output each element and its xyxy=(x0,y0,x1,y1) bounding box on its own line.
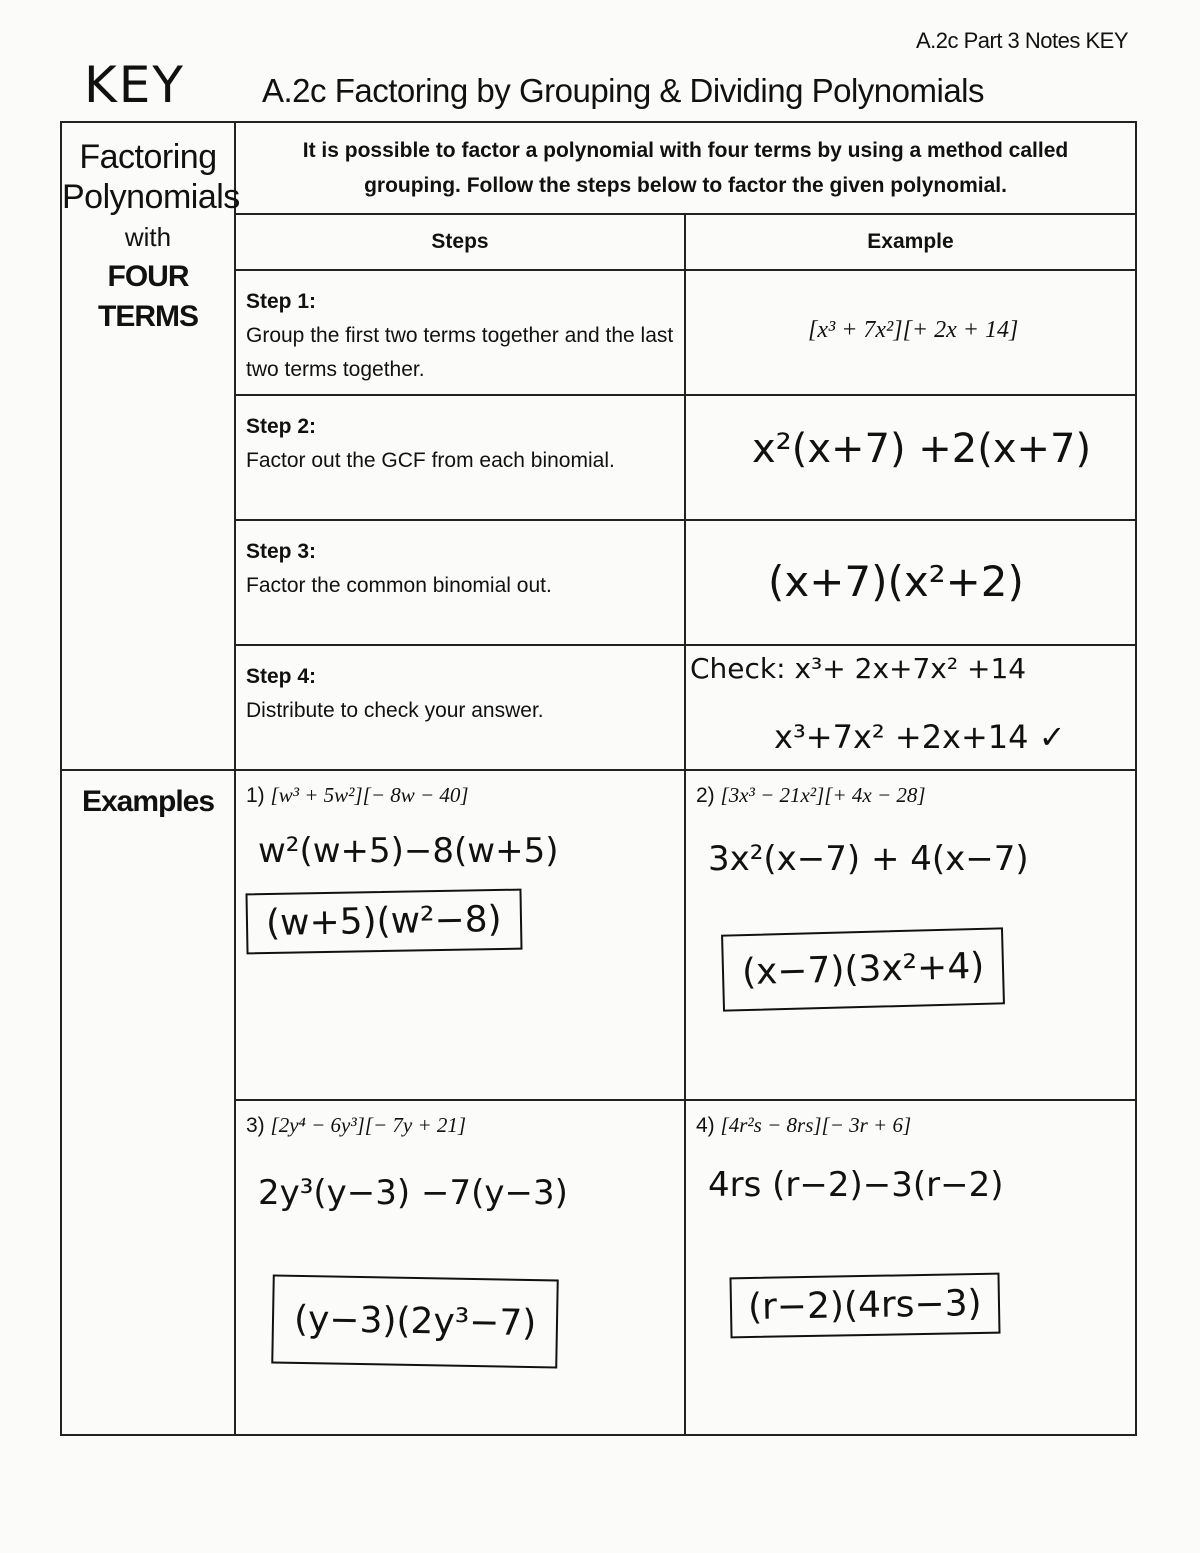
examples-label: Examples xyxy=(61,770,235,1435)
example-work: 2y³(y−3) −7(y−3) xyxy=(258,1173,568,1213)
step-text: Group the first two terms together and the last two terms together. xyxy=(246,324,674,381)
step-text: Factor the common binomial out. xyxy=(246,574,552,597)
example-expression: [3x³ − 21x²][+ 4x − 28] xyxy=(720,783,926,807)
document-code: A.2c Part 3 Notes KEY xyxy=(915,28,1128,53)
check-line-2: x³+7x² +2x+14 ✓ xyxy=(774,718,1066,756)
notes-table xyxy=(60,121,1137,1436)
step-2-work xyxy=(685,395,1136,520)
step-2 xyxy=(235,395,685,520)
factored-expression: (x+7)(x²+2) xyxy=(768,557,1024,606)
example-answer-box: (y−3)(2y³−7) xyxy=(271,1275,559,1369)
example-1 xyxy=(235,770,685,1100)
example-answer-box: (r−2)(4rs−3) xyxy=(729,1273,1000,1339)
grouped-expression: [x³ + 7x²][+ 2x + 14] xyxy=(808,317,1019,343)
example-number: 1) xyxy=(246,784,265,807)
step-label: Step 2: xyxy=(246,415,317,438)
step-1-work xyxy=(685,270,1136,395)
steps-column-header: Steps xyxy=(235,214,685,270)
topic-cell xyxy=(61,122,240,770)
topic-line-2: Polynomials xyxy=(62,178,240,216)
key-mark: KEY xyxy=(84,56,185,114)
example-work: 4rs (r−2)−3(r−2) xyxy=(708,1165,1004,1205)
example-expression: [4r²s − 8rs][− 3r + 6] xyxy=(720,1113,912,1137)
example-work: 3x²(x−7) + 4(x−7) xyxy=(708,839,1029,879)
example-problem xyxy=(696,783,926,808)
step-1 xyxy=(235,270,685,395)
step-text: Distribute to check your answer. xyxy=(246,699,544,722)
example-number: 3) xyxy=(246,1114,265,1137)
example-4 xyxy=(685,1100,1136,1435)
example-number: 4) xyxy=(696,1114,715,1137)
step-3-work xyxy=(685,520,1136,645)
topic-line-1: Factoring xyxy=(79,138,217,176)
topic-line-4: FOUR TERMS xyxy=(98,260,198,333)
example-2 xyxy=(685,770,1136,1100)
example-column-header: Example xyxy=(685,214,1136,270)
step-label: Step 1: xyxy=(246,290,317,313)
example-3 xyxy=(235,1100,685,1435)
page-title: A.2c Factoring by Grouping & Dividing Polynomials xyxy=(262,72,985,109)
example-number: 2) xyxy=(696,784,715,807)
gcf-expression: x²(x+7) +2(x+7) xyxy=(752,426,1092,472)
step-label: Step 3: xyxy=(246,540,317,563)
example-problem xyxy=(246,783,469,808)
example-expression: [w³ + 5w²][− 8w − 40] xyxy=(270,783,469,807)
step-4-work xyxy=(685,645,1136,770)
step-3 xyxy=(235,520,685,645)
intro-text: It is possible to factor a polynomial with four terms by using a method called grouping. Follow the steps below to factor the given polynomial. xyxy=(235,122,1136,214)
topic-line-3: with xyxy=(124,222,172,252)
example-answer-box: (x−7)(3x²+4) xyxy=(721,927,1005,1011)
step-text: Factor out the GCF from each binomial. xyxy=(246,449,615,472)
example-problem xyxy=(696,1113,911,1138)
check-line-1: Check: x³+ 2x+7x² +14 xyxy=(690,652,1027,685)
step-4 xyxy=(235,645,685,770)
example-expression: [2y⁴ − 6y³][− 7y + 21] xyxy=(270,1113,467,1137)
step-label: Step 4: xyxy=(246,665,317,688)
example-answer-box: (w+5)(w²−8) xyxy=(245,889,522,955)
example-work: w²(w+5)−8(w+5) xyxy=(258,831,559,871)
example-problem xyxy=(246,1113,466,1138)
